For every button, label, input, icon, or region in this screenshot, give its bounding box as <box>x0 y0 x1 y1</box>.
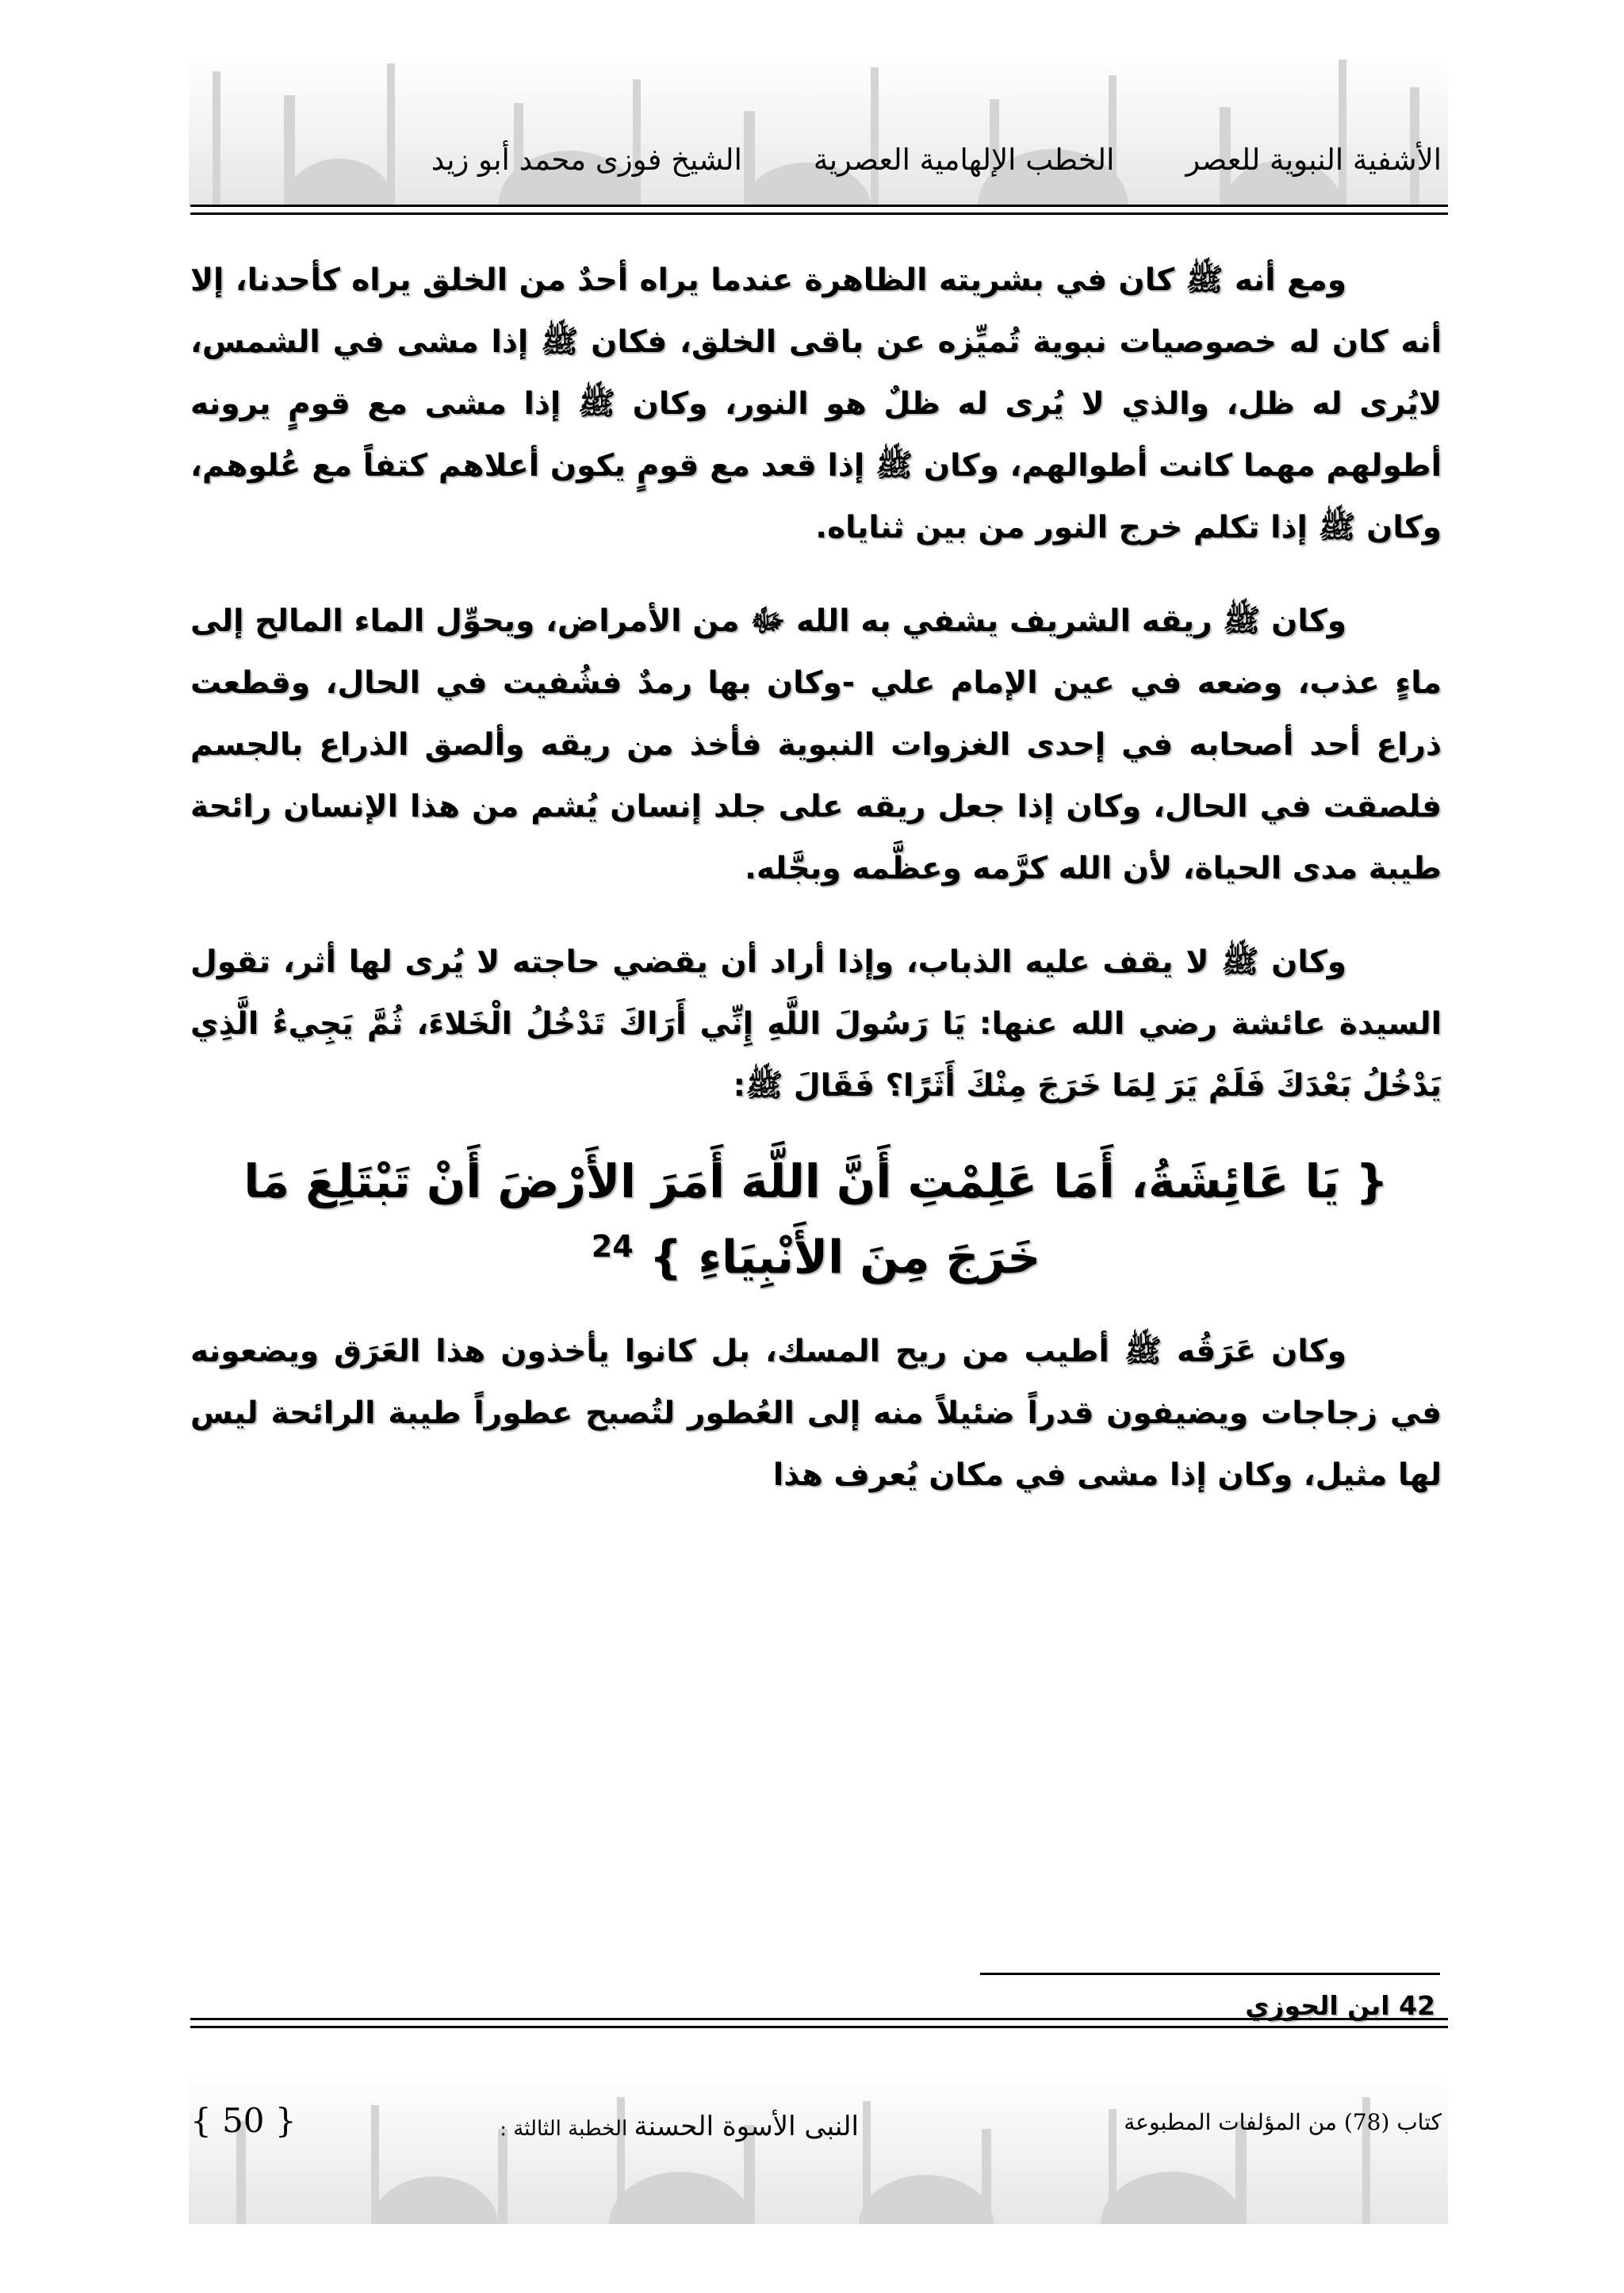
header-series: الخطب الإلهامية العصرية <box>813 143 1115 177</box>
footer-sermon-title: النبى الأسوة الحسنة <box>634 2111 859 2142</box>
footer-sermon-label: الخطبة الثالثة : <box>500 2117 628 2141</box>
page-number: { 50 } <box>190 2101 297 2140</box>
page-body <box>190 250 1442 1538</box>
hadith-quote <box>190 1149 1442 1289</box>
paragraph: وكان ﷺ لا يقف عليه الذباب، وإذا أراد أن يقضي حاجته لا يُرى لها أثر، تقول السيدة عائشة رضي الله عنها: يَا رَسُولَ اللَّهِ إِنِّي أَرَاكَ تَدْخُلُ الْخَلاءَ، ثُمَّ يَجِيءُ الَّذِي يَدْخُلُ بَعْدَكَ فَلَمْ يَرَ لِمَا خَرَجَ مِنْكَ أَثَرًا؟ فَقَالَ ﷺ: <box>190 944 1442 1104</box>
footer-sermon <box>500 2111 859 2142</box>
footer-banner <box>189 2073 1448 2224</box>
header-author: الشيخ فوزى محمد أبو زيد <box>431 143 742 177</box>
footer-book: كتاب (78) من المؤلفات المطبوعة <box>1124 2109 1442 2135</box>
running-header <box>190 143 1442 177</box>
paragraph: ومع أنه ﷺ كان في بشريته الظاهرة عندما يراه أحدٌ من الخلق يراه كأحدنا، إلا أنه كان له خصوصيات نبوية تُميِّزه عن باقى الخلق، فكان ﷺ إذا مشى في الشمس، لايُرى له ظل، والذي لا يُرى له ظلٌ هو النور، وكان ﷺ إذا مشى مع قومٍ يرونه أطولهم مهما كانت أطوالهم، وكان ﷺ إذا قعد مع قومٍ يكون أعلاهم كتفاً مع عُلوهم، وكان ﷺ إذا تكلم خرج النور من بين ثناياه. <box>190 262 1442 545</box>
header-banner <box>189 56 1448 206</box>
mosque-skyline-graphic <box>189 2073 1448 2224</box>
paragraph: وكان عَرَقُه ﷺ أطيب من ريح المسك، بل كانوا يأخذون هذا العَرَق ويضعونه في زجاجات ويضيفون قدراً ضئيلاً منه إلى العُطور لتُصبح عطوراً طيبة الرائحة ليس لها مثيل، وكان إذا مشى في مكان يُعرف هذا <box>190 1334 1442 1494</box>
header-divider <box>190 205 1448 215</box>
header-title: الأشفية النبوية للعصر <box>1185 143 1442 177</box>
mosque-skyline-graphic <box>189 56 1448 206</box>
footnote-separator <box>980 1973 1440 1975</box>
footer-divider <box>190 2018 1448 2028</box>
footnote-marker: 24 <box>591 1229 634 1264</box>
paragraph: وكان ﷺ ريقه الشريف يشفي به الله ﷻ من الأمراض، ويحوِّل الماء المالح إلى ماءٍ عذب، وضعه في عين الإمام علي -وكان بها رمدٌ فشُفيت في الحال، وقطعت ذراع أحد أصحابه في إحدى الغزوات النبوية فأخذ من ريقه وألصق الذراع بالجسم فلصقت في الحال، وكان إذا جعل ريقه على جلد إنسان يُشم من هذا الإنسان رائحة طيبة مدى الحياة، لأن الله كرَّمه وعظَّمه وبجَّله. <box>190 603 1442 886</box>
footnote: 42 ابن الجوزي <box>1245 1990 1435 2021</box>
hadith-text: { يَا عَائِشَةُ، أَمَا عَلِمْتِ أَنَّ اللَّهَ أَمَرَ الأَرْضَ أَنْ تَبْتَلِعَ مَا خَرَجَ مِنَ الأَنْبِيَاءِ } <box>243 1154 1388 1284</box>
